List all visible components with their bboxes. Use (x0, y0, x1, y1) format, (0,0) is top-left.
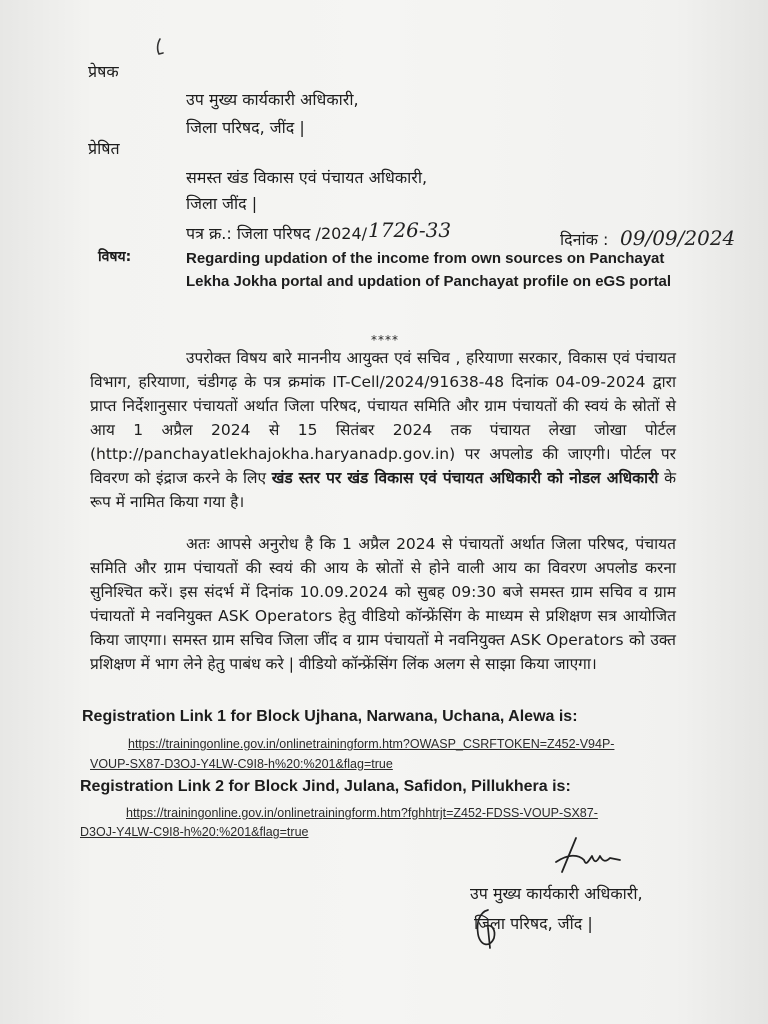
registration-link-1-url[interactable]: https://trainingonline.gov.in/onlinetrainingform.htm?OWASP_CSRFTOKEN=Z452-V94P- (128, 737, 615, 751)
subject-text: Regarding updation of the income from own sources on Panchayat Lekha Jokha portal and updation of Panchayat profile on eGS portal (186, 250, 672, 290)
subject-separator: **** (371, 333, 399, 347)
recipient-office: जिला जींद | (186, 194, 258, 213)
body-paragraph-1 (90, 346, 676, 514)
sender-designation: उप मुख्य कार्यकारी अधिकारी, (186, 90, 359, 109)
recipient-designation: समस्त खंड विकास एवं पंचायत अधिकारी, (186, 168, 428, 187)
registration-link-2-url[interactable]: https://trainingonline.gov.in/onlinetrainingform.htm?fghhtrjt=Z452-FDSS-VOUP-SX87- (126, 806, 598, 820)
para1-text: उपरोक्त विषय बारे माननीय आयुक्त एवं सचिव , हरियाणा सरकार, विकास एवं पंचायत विभाग, हरियाणा, चंडीगढ़ के पत्र क्रमांक IT-Cell/2024/91638-48 दिनांक 04-09-2024 द्वारा प्राप्त निर्देशानुसार पंचायतों अर्थात जिला परिषद, पंचायत समिति और ग्राम पंचायतों की स्वयं के स्रोतों से आय 1 अप्रैल 2024 से 15 सितंबर 2024 तक पंचायत लेखा जोखा पोर्टल (http://panchayatlekhajokha.haryanadp.gov.in) पर अपलोड की जाएगी। पोर्टल पर विवरण को इंद्राज करने के लिए (90, 349, 676, 487)
initials-mark (468, 904, 508, 954)
registration-link-2-url-continued[interactable]: D3OJ-Y4LW-C9I8-h%20:%201&flag=true (80, 825, 309, 839)
registration-link-2-label: Registration Link 2 for Block Jind, Julana, Safidon, Pillukhera is: (80, 778, 571, 795)
pen-mark (150, 36, 170, 58)
sender-label: प्रेषक (88, 62, 119, 81)
letter-number-label: पत्र क्र.: जिला परिषद /2024/ (186, 224, 368, 243)
registration-link-1-label: Registration Link 1 for Block Ujhana, Narwana, Uchana, Alewa is: (82, 708, 578, 725)
letter-number-handwritten: 1726-33 (368, 218, 452, 242)
signature (548, 832, 628, 882)
body-paragraph-2: अतः आपसे अनुरोध है कि 1 अप्रैल 2024 से पंचायतों अर्थात जिला परिषद, पंचायत समिति और ग्राम पंचायतों की स्वयं की आय के स्रोतों से होने वाली आय का विवरण अपलोड करना सुनिश्चित करें। इस संदर्भ में दिनांक 10.09.2024 को सुबह 09:30 बजे समस्त ग्राम सचिव व ग्राम पंचायतों मे नवनियुक्त ASK Operators हेतु वीडियो कॉन्फ्रेंसिंग के माध्यम से प्रशिक्षण सत्र आयोजित किया जाएगा। समस्त ग्राम सचिव जिला जींद व ग्राम पंचायतों मे नवनियुक्त ASK Operators को उक्त प्रशिक्षण में भाग लेने हेतु पाबंध करे | वीडियो कॉन्फ्रेंसिंग लिंक अलग से साझा किया जाएगा। (90, 535, 676, 673)
date-handwritten: 09/09/2024 (620, 226, 736, 250)
signatory-designation: उप मुख्य कार्यकारी अधिकारी, (470, 884, 643, 903)
recipient-label: प्रेषित (88, 139, 120, 158)
registration-link-1-url-continued[interactable]: VOUP-SX87-D3OJ-Y4LW-C9I8-h%20:%201&flag=true (90, 757, 393, 771)
subject-label: विषय: (98, 249, 132, 265)
para1-bold-text: खंड स्तर पर खंड विकास एवं पंचायत अधिकारी को नोडल अधिकारी (271, 469, 659, 487)
date-label: दिनांक : (560, 230, 609, 249)
para1-text-end: के रूप में नामित किया गया है। (90, 469, 676, 511)
signatory-office: जिला परिषद, जींद | (474, 914, 593, 933)
sender-office: जिला परिषद, जींद | (186, 118, 305, 137)
